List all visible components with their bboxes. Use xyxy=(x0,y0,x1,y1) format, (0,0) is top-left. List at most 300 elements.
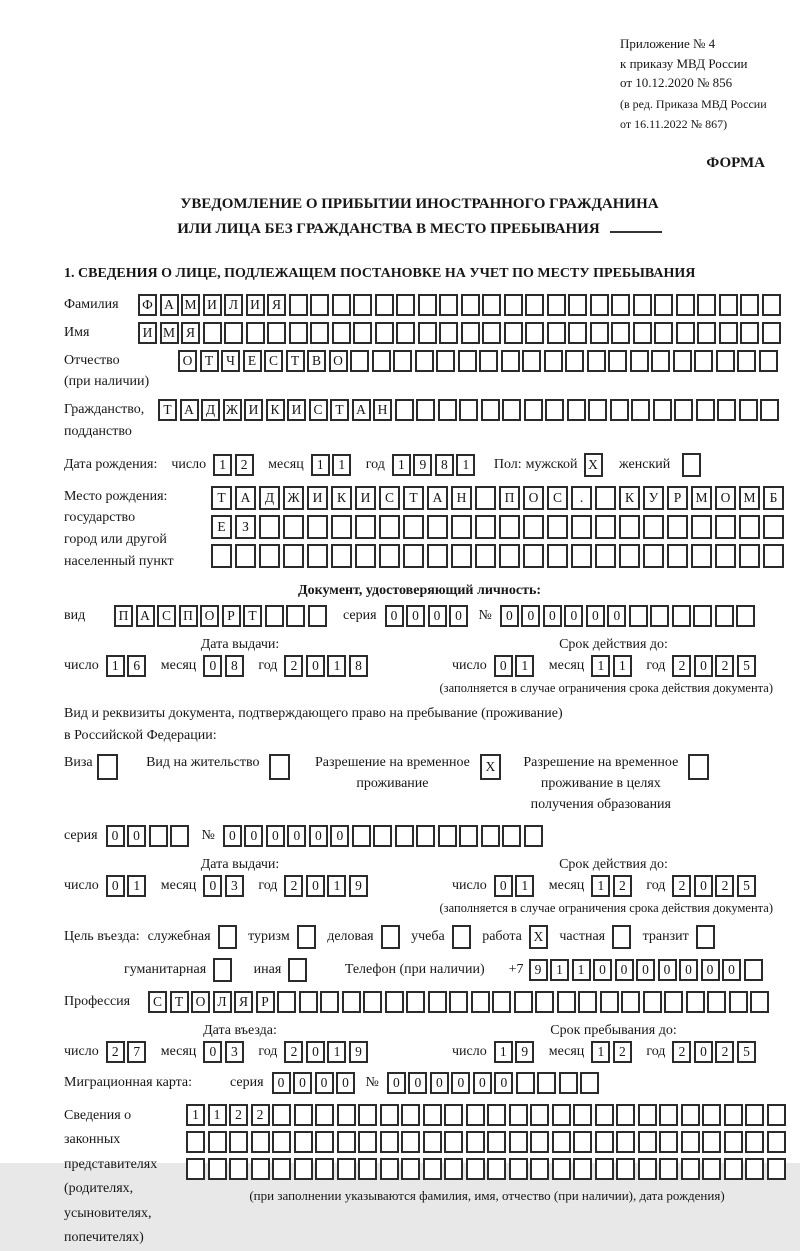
form-cell[interactable]: Д xyxy=(259,486,280,510)
form-cell[interactable] xyxy=(444,1158,463,1180)
form-cell[interactable]: 0 xyxy=(586,605,605,627)
form-cell[interactable]: 0 xyxy=(430,1072,449,1094)
form-cell[interactable]: 0 xyxy=(521,605,540,627)
representatives-row1-cells[interactable] xyxy=(186,1104,788,1126)
patronymic-cells[interactable] xyxy=(178,350,780,372)
form-cell[interactable]: И xyxy=(246,294,265,316)
form-cell[interactable] xyxy=(269,754,290,780)
form-cell[interactable] xyxy=(659,1104,678,1126)
form-cell[interactable] xyxy=(587,350,606,372)
form-cell[interactable] xyxy=(523,515,544,539)
form-cell[interactable] xyxy=(283,544,304,568)
form-cell[interactable] xyxy=(439,322,458,344)
form-cell[interactable] xyxy=(286,605,305,627)
birth-month-cells[interactable] xyxy=(311,454,354,476)
form-cell[interactable]: О xyxy=(329,350,348,372)
form-cell[interactable]: Ч xyxy=(221,350,240,372)
form-cell[interactable] xyxy=(406,991,425,1013)
form-cell[interactable] xyxy=(739,399,758,421)
form-cell[interactable] xyxy=(681,1131,700,1153)
form-cell[interactable] xyxy=(745,1104,764,1126)
form-cell[interactable] xyxy=(224,322,243,344)
form-cell[interactable] xyxy=(337,1158,356,1180)
form-cell[interactable] xyxy=(535,991,554,1013)
form-cell[interactable] xyxy=(358,1158,377,1180)
form-cell[interactable]: 2 xyxy=(284,1041,303,1063)
form-cell[interactable]: 2 xyxy=(251,1104,270,1126)
form-cell[interactable]: 0 xyxy=(306,875,325,897)
form-cell[interactable]: 1 xyxy=(213,454,232,476)
form-cell[interactable]: 2 xyxy=(715,1041,734,1063)
form-cell[interactable] xyxy=(682,453,701,477)
form-cell[interactable] xyxy=(186,1158,205,1180)
form-cell[interactable]: 1 xyxy=(311,454,330,476)
form-cell[interactable] xyxy=(523,544,544,568)
form-cell[interactable]: 1 xyxy=(456,454,475,476)
form-cell[interactable] xyxy=(487,1104,506,1126)
form-cell[interactable] xyxy=(355,544,376,568)
form-cell[interactable]: О xyxy=(178,350,197,372)
form-cell[interactable]: 9 xyxy=(349,1041,368,1063)
form-cell[interactable] xyxy=(499,515,520,539)
form-cell[interactable]: 2 xyxy=(284,875,303,897)
form-cell[interactable] xyxy=(401,1104,420,1126)
form-cell[interactable] xyxy=(203,322,222,344)
form-cell[interactable] xyxy=(571,544,592,568)
form-cell[interactable] xyxy=(674,399,693,421)
form-cell[interactable]: О xyxy=(523,486,544,510)
form-cell[interactable] xyxy=(595,1131,614,1153)
form-cell[interactable] xyxy=(277,991,296,1013)
form-cell[interactable] xyxy=(444,1131,463,1153)
residence-issue-month-cells[interactable] xyxy=(203,875,246,897)
form-cell[interactable] xyxy=(423,1104,442,1126)
doc-series-cells[interactable] xyxy=(385,605,471,627)
residence-series-cells[interactable] xyxy=(106,825,192,847)
form-cell[interactable] xyxy=(475,515,496,539)
form-cell[interactable] xyxy=(514,991,533,1013)
form-cell[interactable] xyxy=(619,515,640,539)
form-cell[interactable] xyxy=(466,1104,485,1126)
form-cell[interactable] xyxy=(573,1104,592,1126)
migration-series-cells[interactable] xyxy=(272,1072,358,1094)
form-cell[interactable]: А xyxy=(160,294,179,316)
form-cell[interactable]: . xyxy=(571,486,592,510)
form-cell[interactable] xyxy=(525,322,544,344)
form-cell[interactable] xyxy=(707,991,726,1013)
form-cell[interactable]: 0 xyxy=(694,875,713,897)
form-cell[interactable]: 0 xyxy=(266,825,285,847)
form-cell[interactable] xyxy=(524,825,543,847)
purpose-study-checkbox[interactable] xyxy=(452,925,474,949)
form-cell[interactable] xyxy=(616,1131,635,1153)
form-cell[interactable] xyxy=(650,605,669,627)
residence-expiry-day-cells[interactable] xyxy=(494,875,537,897)
form-cell[interactable] xyxy=(353,322,372,344)
form-cell[interactable] xyxy=(716,350,735,372)
form-cell[interactable] xyxy=(401,1131,420,1153)
temp-residence-edu-checkbox[interactable] xyxy=(688,754,712,780)
form-cell[interactable]: В xyxy=(307,350,326,372)
form-cell[interactable] xyxy=(667,515,688,539)
form-cell[interactable] xyxy=(487,1158,506,1180)
form-cell[interactable]: 0 xyxy=(679,959,698,981)
form-cell[interactable]: С xyxy=(309,399,328,421)
doc-number-cells[interactable] xyxy=(500,605,758,627)
form-cell[interactable] xyxy=(289,294,308,316)
doc-expiry-day-cells[interactable] xyxy=(494,655,537,677)
form-cell[interactable]: X xyxy=(584,453,603,477)
form-cell[interactable] xyxy=(428,991,447,1013)
form-cell[interactable]: Р xyxy=(256,991,275,1013)
sex-female-checkbox[interactable] xyxy=(682,453,704,477)
form-cell[interactable] xyxy=(487,1131,506,1153)
form-cell[interactable] xyxy=(744,959,763,981)
form-cell[interactable]: З xyxy=(235,515,256,539)
form-cell[interactable]: И xyxy=(307,486,328,510)
form-cell[interactable]: 5 xyxy=(737,875,756,897)
form-cell[interactable] xyxy=(393,350,412,372)
form-cell[interactable]: 1 xyxy=(515,875,534,897)
form-cell[interactable]: 0 xyxy=(473,1072,492,1094)
form-cell[interactable]: 0 xyxy=(722,959,741,981)
form-cell[interactable]: Е xyxy=(243,350,262,372)
form-cell[interactable]: 0 xyxy=(500,605,519,627)
form-cell[interactable] xyxy=(509,1131,528,1153)
form-cell[interactable] xyxy=(715,515,736,539)
form-cell[interactable]: 1 xyxy=(591,1041,610,1063)
form-cell[interactable]: Р xyxy=(667,486,688,510)
form-cell[interactable] xyxy=(459,825,478,847)
form-cell[interactable] xyxy=(380,1131,399,1153)
form-cell[interactable] xyxy=(595,544,616,568)
form-cell[interactable] xyxy=(353,294,372,316)
form-cell[interactable] xyxy=(337,1104,356,1126)
form-cell[interactable] xyxy=(229,1131,248,1153)
form-cell[interactable]: 1 xyxy=(208,1104,227,1126)
form-cell[interactable] xyxy=(631,399,650,421)
purpose-transit-checkbox[interactable] xyxy=(696,925,718,949)
form-cell[interactable] xyxy=(436,350,455,372)
stay-year-cells[interactable] xyxy=(672,1041,758,1063)
form-cell[interactable] xyxy=(475,486,496,510)
form-cell[interactable] xyxy=(289,322,308,344)
form-cell[interactable]: 0 xyxy=(387,1072,406,1094)
form-cell[interactable]: 1 xyxy=(127,875,146,897)
form-cell[interactable] xyxy=(739,515,760,539)
form-cell[interactable]: 0 xyxy=(203,1041,222,1063)
form-cell[interactable]: Н xyxy=(451,486,472,510)
stay-day-cells[interactable] xyxy=(494,1041,537,1063)
form-cell[interactable] xyxy=(332,294,351,316)
form-cell[interactable] xyxy=(643,515,664,539)
form-cell[interactable]: 6 xyxy=(127,655,146,677)
form-cell[interactable] xyxy=(502,399,521,421)
form-cell[interactable]: 0 xyxy=(306,1041,325,1063)
form-cell[interactable] xyxy=(208,1158,227,1180)
entry-day-cells[interactable] xyxy=(106,1041,149,1063)
form-cell[interactable] xyxy=(350,350,369,372)
form-cell[interactable] xyxy=(691,544,712,568)
purpose-humanitarian-checkbox[interactable] xyxy=(213,958,235,982)
form-cell[interactable] xyxy=(676,294,695,316)
form-cell[interactable]: И xyxy=(244,399,263,421)
form-cell[interactable] xyxy=(272,1131,291,1153)
form-cell[interactable] xyxy=(149,825,168,847)
form-cell[interactable]: Т xyxy=(286,350,305,372)
form-cell[interactable] xyxy=(475,544,496,568)
form-cell[interactable]: 0 xyxy=(694,1041,713,1063)
form-cell[interactable] xyxy=(629,605,648,627)
form-cell[interactable]: Я xyxy=(234,991,253,1013)
form-cell[interactable] xyxy=(466,1158,485,1180)
form-cell[interactable] xyxy=(697,322,716,344)
form-cell[interactable]: М xyxy=(160,322,179,344)
form-cell[interactable]: 7 xyxy=(127,1041,146,1063)
form-cell[interactable]: 0 xyxy=(449,605,468,627)
form-cell[interactable] xyxy=(638,1158,657,1180)
form-cell[interactable]: С xyxy=(148,991,167,1013)
form-cell[interactable] xyxy=(451,515,472,539)
residence-issue-year-cells[interactable] xyxy=(284,875,370,897)
form-cell[interactable] xyxy=(763,515,784,539)
form-cell[interactable] xyxy=(759,350,778,372)
form-cell[interactable]: 9 xyxy=(413,454,432,476)
purpose-other-checkbox[interactable] xyxy=(288,958,310,982)
form-cell[interactable] xyxy=(375,294,394,316)
form-cell[interactable] xyxy=(590,322,609,344)
form-cell[interactable] xyxy=(502,825,521,847)
residence-number-cells[interactable] xyxy=(223,825,546,847)
form-cell[interactable] xyxy=(259,544,280,568)
form-cell[interactable] xyxy=(251,1131,270,1153)
form-cell[interactable] xyxy=(501,350,520,372)
form-cell[interactable] xyxy=(588,399,607,421)
form-cell[interactable] xyxy=(299,991,318,1013)
form-cell[interactable] xyxy=(643,991,662,1013)
form-cell[interactable] xyxy=(653,399,672,421)
form-cell[interactable]: М xyxy=(739,486,760,510)
form-cell[interactable] xyxy=(697,294,716,316)
residence-expiry-month-cells[interactable] xyxy=(591,875,634,897)
form-cell[interactable] xyxy=(379,515,400,539)
form-cell[interactable]: 0 xyxy=(287,825,306,847)
form-cell[interactable] xyxy=(659,1158,678,1180)
form-cell[interactable]: 1 xyxy=(186,1104,205,1126)
purpose-work-checkbox[interactable] xyxy=(529,925,551,949)
form-cell[interactable] xyxy=(459,399,478,421)
purpose-private-checkbox[interactable] xyxy=(612,925,634,949)
form-cell[interactable] xyxy=(358,1131,377,1153)
form-cell[interactable] xyxy=(767,1158,786,1180)
form-cell[interactable]: 2 xyxy=(715,655,734,677)
form-cell[interactable] xyxy=(337,1131,356,1153)
form-cell[interactable]: А xyxy=(235,486,256,510)
form-cell[interactable] xyxy=(358,1104,377,1126)
form-cell[interactable] xyxy=(342,991,361,1013)
form-cell[interactable] xyxy=(654,322,673,344)
form-cell[interactable] xyxy=(552,1131,571,1153)
form-cell[interactable]: Ф xyxy=(138,294,157,316)
doc-issue-year-cells[interactable] xyxy=(284,655,370,677)
form-cell[interactable] xyxy=(667,544,688,568)
form-cell[interactable]: 0 xyxy=(203,655,222,677)
form-cell[interactable] xyxy=(97,754,118,780)
form-cell[interactable]: 0 xyxy=(309,825,328,847)
form-cell[interactable] xyxy=(702,1158,721,1180)
form-cell[interactable] xyxy=(612,925,631,949)
form-cell[interactable] xyxy=(320,991,339,1013)
form-cell[interactable] xyxy=(332,322,351,344)
form-cell[interactable]: 0 xyxy=(607,605,626,627)
form-cell[interactable] xyxy=(310,322,329,344)
form-cell[interactable] xyxy=(681,1158,700,1180)
form-cell[interactable]: 2 xyxy=(613,1041,632,1063)
form-cell[interactable] xyxy=(724,1131,743,1153)
form-cell[interactable]: Т xyxy=(158,399,177,421)
visa-checkbox[interactable] xyxy=(97,754,121,780)
form-cell[interactable] xyxy=(573,1158,592,1180)
form-cell[interactable] xyxy=(380,1104,399,1126)
form-cell[interactable] xyxy=(452,925,471,949)
form-cell[interactable] xyxy=(423,1131,442,1153)
purpose-commercial-checkbox[interactable] xyxy=(381,925,403,949)
form-cell[interactable]: С xyxy=(547,486,568,510)
form-cell[interactable] xyxy=(530,1104,549,1126)
form-cell[interactable] xyxy=(416,399,435,421)
form-cell[interactable]: П xyxy=(114,605,133,627)
form-cell[interactable]: 8 xyxy=(349,655,368,677)
form-cell[interactable] xyxy=(763,544,784,568)
form-cell[interactable] xyxy=(525,294,544,316)
temp-residence-checkbox[interactable] xyxy=(480,754,504,780)
form-cell[interactable] xyxy=(633,294,652,316)
form-cell[interactable]: Р xyxy=(222,605,241,627)
residence-expiry-year-cells[interactable] xyxy=(672,875,758,897)
form-cell[interactable] xyxy=(307,544,328,568)
form-cell[interactable] xyxy=(537,1072,556,1094)
form-cell[interactable] xyxy=(595,515,616,539)
form-cell[interactable] xyxy=(403,515,424,539)
form-cell[interactable] xyxy=(762,294,781,316)
form-cell[interactable] xyxy=(767,1104,786,1126)
form-cell[interactable] xyxy=(696,399,715,421)
form-cell[interactable] xyxy=(208,1131,227,1153)
form-cell[interactable] xyxy=(672,605,691,627)
form-cell[interactable]: X xyxy=(480,754,501,780)
form-cell[interactable] xyxy=(590,294,609,316)
form-cell[interactable]: 5 xyxy=(737,1041,756,1063)
form-cell[interactable] xyxy=(633,322,652,344)
residence-permit-checkbox[interactable] xyxy=(269,754,293,780)
form-cell[interactable]: 0 xyxy=(106,875,125,897)
form-cell[interactable]: 0 xyxy=(636,959,655,981)
form-cell[interactable] xyxy=(438,399,457,421)
form-cell[interactable] xyxy=(530,1131,549,1153)
form-cell[interactable]: 2 xyxy=(715,875,734,897)
form-cell[interactable]: А xyxy=(136,605,155,627)
form-cell[interactable]: Ж xyxy=(283,486,304,510)
form-cell[interactable] xyxy=(218,925,237,949)
form-cell[interactable]: Ж xyxy=(223,399,242,421)
form-cell[interactable]: 8 xyxy=(435,454,454,476)
form-cell[interactable] xyxy=(568,294,587,316)
purpose-business-checkbox[interactable] xyxy=(218,925,240,949)
form-cell[interactable]: Т xyxy=(243,605,262,627)
form-cell[interactable]: А xyxy=(180,399,199,421)
doc-issue-month-cells[interactable] xyxy=(203,655,246,677)
form-cell[interactable] xyxy=(676,322,695,344)
form-cell[interactable] xyxy=(691,515,712,539)
form-cell[interactable] xyxy=(504,294,523,316)
form-cell[interactable] xyxy=(719,294,738,316)
form-cell[interactable]: И xyxy=(138,322,157,344)
form-cell[interactable] xyxy=(315,1158,334,1180)
form-cell[interactable]: 1 xyxy=(327,1041,346,1063)
form-cell[interactable] xyxy=(544,350,563,372)
form-cell[interactable] xyxy=(638,1131,657,1153)
form-cell[interactable]: С xyxy=(157,605,176,627)
form-cell[interactable] xyxy=(315,1104,334,1126)
form-cell[interactable] xyxy=(310,294,329,316)
form-cell[interactable] xyxy=(552,1158,571,1180)
form-cell[interactable] xyxy=(767,1131,786,1153)
form-cell[interactable] xyxy=(643,544,664,568)
form-cell[interactable] xyxy=(481,825,500,847)
form-cell[interactable]: 1 xyxy=(327,875,346,897)
form-cell[interactable] xyxy=(688,754,709,780)
form-cell[interactable] xyxy=(395,825,414,847)
form-cell[interactable]: 0 xyxy=(336,1072,355,1094)
form-cell[interactable] xyxy=(492,991,511,1013)
form-cell[interactable]: Н xyxy=(373,399,392,421)
form-cell[interactable]: 3 xyxy=(225,875,244,897)
form-cell[interactable] xyxy=(571,515,592,539)
form-cell[interactable] xyxy=(580,1072,599,1094)
form-cell[interactable] xyxy=(659,1131,678,1153)
form-cell[interactable] xyxy=(616,1104,635,1126)
form-cell[interactable] xyxy=(573,1131,592,1153)
form-cell[interactable] xyxy=(545,399,564,421)
residence-issue-day-cells[interactable] xyxy=(106,875,149,897)
form-cell[interactable]: 9 xyxy=(515,1041,534,1063)
form-cell[interactable]: Л xyxy=(213,991,232,1013)
form-cell[interactable] xyxy=(559,1072,578,1094)
citizenship-cells[interactable] xyxy=(158,399,782,421)
form-cell[interactable]: 1 xyxy=(332,454,351,476)
profession-cells[interactable] xyxy=(148,991,772,1013)
form-cell[interactable] xyxy=(471,991,490,1013)
form-cell[interactable] xyxy=(530,1158,549,1180)
form-cell[interactable]: А xyxy=(427,486,448,510)
doc-expiry-month-cells[interactable] xyxy=(591,655,634,677)
form-cell[interactable]: 0 xyxy=(315,1072,334,1094)
form-cell[interactable] xyxy=(547,544,568,568)
given-name-cells[interactable] xyxy=(138,322,783,344)
form-cell[interactable] xyxy=(235,544,256,568)
form-cell[interactable] xyxy=(565,350,584,372)
form-cell[interactable] xyxy=(610,399,629,421)
form-cell[interactable] xyxy=(702,1104,721,1126)
form-cell[interactable]: 0 xyxy=(658,959,677,981)
form-cell[interactable]: Б xyxy=(763,486,784,510)
form-cell[interactable] xyxy=(396,294,415,316)
form-cell[interactable] xyxy=(395,399,414,421)
form-cell[interactable]: И xyxy=(203,294,222,316)
form-cell[interactable]: 2 xyxy=(229,1104,248,1126)
form-cell[interactable] xyxy=(444,1104,463,1126)
form-cell[interactable]: 1 xyxy=(572,959,591,981)
